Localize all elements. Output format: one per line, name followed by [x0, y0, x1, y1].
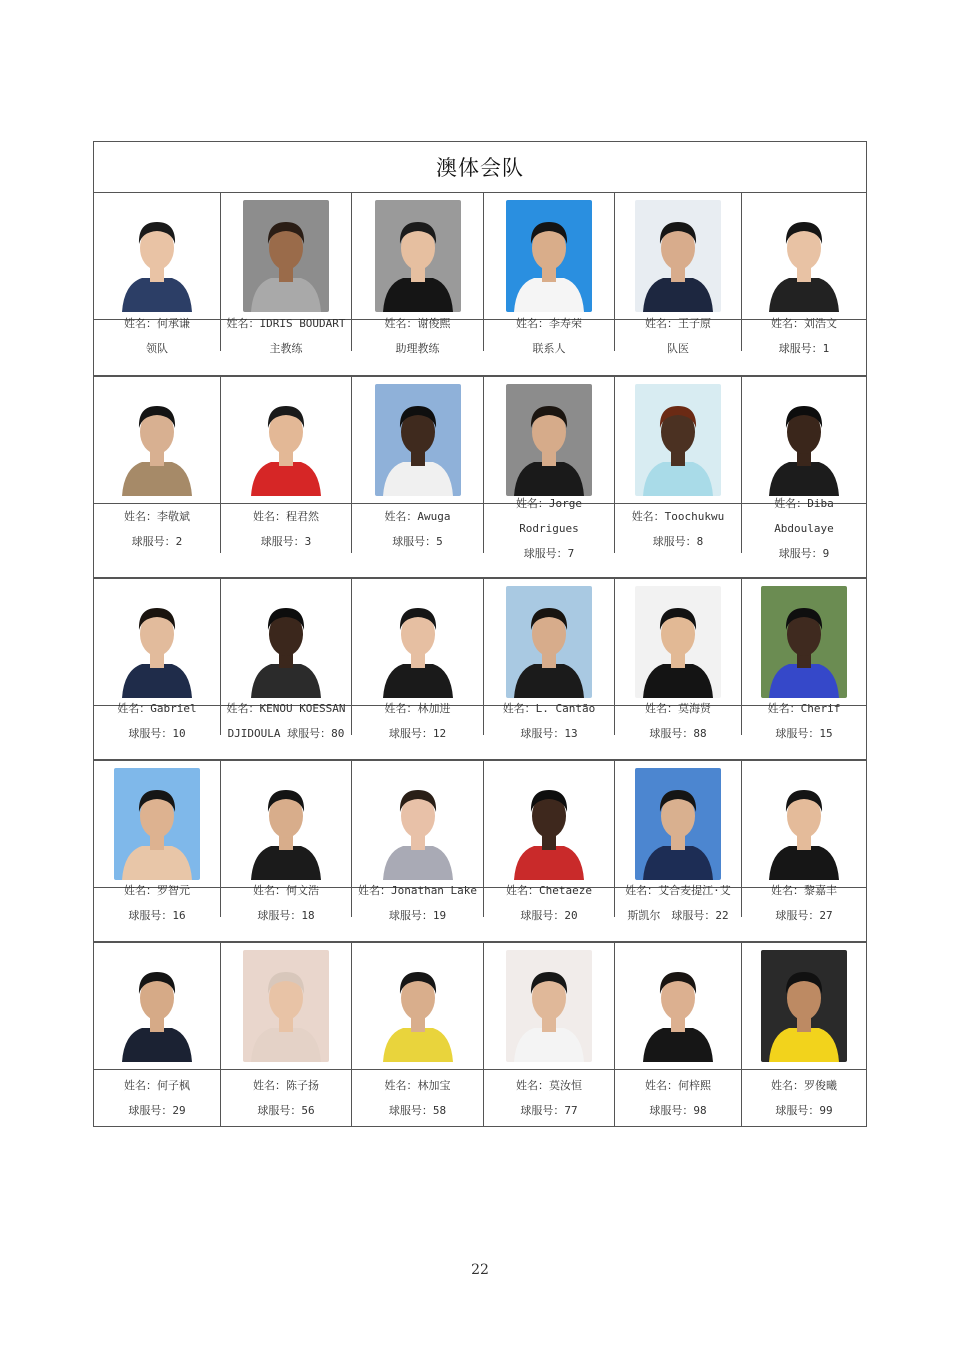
photo-cell	[221, 377, 352, 503]
member-photo	[761, 384, 847, 496]
member-photo	[375, 384, 461, 496]
member-name: 姓名：林加宝	[384, 1079, 451, 1092]
photo-cell	[221, 761, 352, 887]
info-row	[94, 701, 866, 740]
portrait-icon	[761, 950, 847, 1062]
member-info	[484, 883, 615, 922]
member-photo	[761, 950, 847, 1062]
roster-block	[94, 377, 866, 579]
member-photo	[506, 200, 592, 312]
member-detail: 球服号：8	[652, 534, 704, 548]
member-info	[742, 701, 866, 740]
member-info	[615, 701, 742, 740]
roster-block	[94, 943, 866, 1126]
member-detail: 联系人	[532, 341, 566, 355]
member-name: 姓名：Jorge	[515, 497, 583, 510]
member-name: 姓名：王子原	[645, 316, 711, 330]
portrait-icon	[761, 200, 847, 312]
member-info	[94, 316, 221, 355]
member-photo	[506, 384, 592, 496]
member-photo	[243, 950, 329, 1062]
member-detail: 球服号：18	[257, 908, 315, 922]
member-name: 姓名：何梓熙	[645, 1079, 711, 1092]
photo-cell	[742, 193, 866, 319]
member-detail: 球服号：27	[775, 908, 833, 922]
member-info	[742, 497, 866, 560]
member-photo	[114, 586, 200, 698]
member-detail: 球服号：20	[520, 908, 578, 922]
member-photo	[243, 200, 329, 312]
member-info	[94, 1070, 221, 1126]
photo-cell	[742, 579, 866, 705]
member-detail: 球服号：58	[388, 1104, 447, 1117]
member-photo	[761, 586, 847, 698]
member-detail: DJIDOULA 球服号：80	[227, 726, 345, 740]
member-name: 姓名：陈子扬	[253, 1079, 319, 1092]
member-info	[352, 504, 484, 553]
member-detail: 球服号：56	[257, 1104, 315, 1117]
member-detail: 球服号：77	[520, 1104, 578, 1117]
portrait-icon	[635, 950, 721, 1062]
member-detail: Abdoulaye	[774, 522, 834, 535]
photo-cell	[484, 761, 615, 887]
member-detail: 球服号：88	[649, 726, 707, 740]
member-name: 姓名：艾合麦提江·艾	[625, 883, 731, 897]
member-info	[615, 504, 742, 553]
member-detail: 球服号：19	[388, 908, 447, 922]
member-name: 姓名：Diba	[774, 497, 834, 510]
member-name: 姓名：黎嘉丰	[771, 883, 837, 897]
member-photo	[114, 768, 200, 880]
photo-row	[94, 579, 866, 706]
photo-cell	[221, 579, 352, 705]
member-photo	[635, 384, 721, 496]
photo-cell	[615, 377, 742, 503]
member-detail: 队医	[667, 341, 689, 355]
info-row	[94, 883, 866, 922]
photo-cell	[484, 193, 615, 319]
member-name: 姓名：李敬斌	[124, 509, 190, 523]
member-photo	[375, 950, 461, 1062]
member-info	[94, 701, 221, 740]
member-detail: Rodrigues	[519, 522, 579, 535]
member-detail: 领队	[146, 341, 168, 355]
member-detail: 球服号：5	[392, 534, 443, 548]
member-name: 姓名：罗俊曦	[771, 1079, 837, 1092]
portrait-icon	[114, 768, 200, 880]
member-photo	[761, 200, 847, 312]
photo-cell	[615, 943, 742, 1069]
photo-cell	[94, 377, 221, 503]
member-info	[94, 883, 221, 922]
roster-block	[94, 193, 866, 377]
portrait-icon	[635, 200, 721, 312]
member-name: 姓名：何承谦	[124, 316, 190, 330]
member-photo	[761, 768, 847, 880]
member-name: 姓名：莫海贤	[645, 701, 711, 715]
photo-row	[94, 377, 866, 504]
member-photo	[375, 586, 461, 698]
member-name: 姓名：罗智元	[124, 883, 190, 897]
info-row	[94, 497, 866, 560]
member-info	[742, 316, 866, 355]
photo-row	[94, 943, 866, 1070]
member-detail: 球服号：1	[778, 341, 830, 355]
portrait-icon	[375, 586, 461, 698]
member-detail: 球服号：9	[778, 547, 830, 560]
photo-cell	[484, 579, 615, 705]
member-name: 姓名：Awuga	[384, 509, 451, 523]
photo-cell	[352, 761, 484, 887]
member-name: 姓名：李寿荣	[516, 316, 582, 330]
member-name: 姓名：刘浩文	[771, 316, 837, 330]
member-detail: 球服号：12	[388, 726, 447, 740]
photo-cell	[94, 761, 221, 887]
portrait-icon	[506, 586, 592, 698]
member-detail: 球服号：29	[128, 1104, 186, 1117]
roster-table	[93, 141, 867, 1127]
portrait-icon	[761, 384, 847, 496]
member-name: 姓名：Jonathan Lake	[357, 883, 478, 897]
photo-cell	[352, 193, 484, 319]
photo-row	[94, 761, 866, 888]
member-photo	[243, 586, 329, 698]
member-name: 姓名：何文浩	[253, 883, 319, 897]
portrait-icon	[114, 384, 200, 496]
photo-cell	[221, 193, 352, 319]
portrait-icon	[506, 200, 592, 312]
member-info	[221, 883, 352, 922]
member-detail: 球服号：98	[649, 1104, 707, 1117]
member-photo	[506, 950, 592, 1062]
member-info	[221, 701, 352, 740]
photo-cell	[484, 943, 615, 1069]
portrait-icon	[243, 200, 329, 312]
roster-block	[94, 579, 866, 761]
row-spacer	[94, 735, 866, 760]
portrait-icon	[506, 950, 592, 1062]
portrait-icon	[375, 768, 461, 880]
portrait-icon	[375, 200, 461, 312]
roster-block	[94, 761, 866, 943]
member-detail: 球服号：2	[131, 534, 183, 548]
member-detail: 球服号：15	[775, 726, 833, 740]
member-info	[615, 883, 742, 922]
portrait-icon	[635, 384, 721, 496]
member-photo	[114, 384, 200, 496]
photo-cell	[352, 943, 484, 1069]
member-detail: 球服号：3	[260, 534, 312, 548]
member-detail: 球服号：99	[775, 1104, 833, 1117]
photo-cell	[352, 579, 484, 705]
member-info	[484, 701, 615, 740]
member-info	[615, 1070, 742, 1126]
photo-cell	[742, 943, 866, 1069]
member-name: 姓名：IDRIS BOUDART	[226, 316, 346, 330]
member-detail: 助理教练	[395, 341, 440, 355]
member-photo	[506, 586, 592, 698]
member-photo	[243, 384, 329, 496]
portrait-icon	[243, 950, 329, 1062]
member-name: 姓名：莫汝恒	[516, 1079, 582, 1092]
photo-cell	[352, 377, 484, 503]
photo-row	[94, 193, 866, 320]
member-photo	[635, 950, 721, 1062]
member-photo	[635, 768, 721, 880]
member-info	[221, 316, 352, 355]
member-info	[484, 316, 615, 355]
member-info	[484, 497, 615, 560]
portrait-icon	[114, 586, 200, 698]
info-row	[94, 316, 866, 355]
member-photo	[243, 768, 329, 880]
photo-cell	[742, 377, 866, 503]
portrait-icon	[243, 384, 329, 496]
member-info	[742, 1070, 866, 1126]
page-number: 22	[471, 1262, 489, 1278]
photo-cell	[221, 943, 352, 1069]
member-photo	[635, 586, 721, 698]
photo-cell	[615, 193, 742, 319]
member-info	[221, 1070, 352, 1126]
row-spacer	[94, 351, 866, 376]
portrait-icon	[635, 586, 721, 698]
member-name: 姓名：何子枫	[124, 1079, 190, 1092]
member-name: 姓名：谢俊熙	[384, 316, 451, 330]
roster-rows	[94, 193, 866, 1126]
member-name: 姓名：林加进	[384, 701, 451, 715]
member-photo	[375, 200, 461, 312]
portrait-icon	[506, 768, 592, 880]
member-photo	[375, 768, 461, 880]
member-info	[94, 504, 221, 553]
portrait-icon	[243, 586, 329, 698]
photo-cell	[615, 579, 742, 705]
row-spacer	[94, 917, 866, 942]
member-info	[221, 504, 352, 553]
member-name: 姓名：Toochukwu	[631, 509, 725, 523]
portrait-icon	[114, 950, 200, 1062]
member-info	[352, 701, 484, 740]
member-name: 姓名：程君然	[253, 509, 319, 523]
member-name: 姓名：Gabriel	[117, 701, 197, 715]
member-info	[484, 1070, 615, 1126]
photo-cell	[94, 193, 221, 319]
portrait-icon	[114, 200, 200, 312]
member-detail: 球服号：7	[523, 547, 575, 560]
member-name: 姓名：Cherif	[767, 701, 841, 715]
member-photo	[114, 200, 200, 312]
portrait-icon	[243, 768, 329, 880]
portrait-icon	[761, 586, 847, 698]
member-detail: 主教练	[269, 341, 303, 355]
member-info	[352, 883, 484, 922]
member-detail: 斯凯尔 球服号：22	[627, 908, 729, 922]
photo-cell	[742, 761, 866, 887]
member-name: 姓名：Chetaeze	[506, 883, 592, 897]
member-detail: 球服号：13	[520, 726, 578, 740]
member-photo	[506, 768, 592, 880]
photo-cell	[484, 377, 615, 503]
member-info	[615, 316, 742, 355]
member-name: 姓名：L. Cantão	[502, 701, 596, 715]
info-row	[94, 1070, 866, 1126]
photo-cell	[615, 761, 742, 887]
portrait-icon	[375, 384, 461, 496]
member-info	[352, 1070, 484, 1126]
row-spacer	[94, 553, 866, 578]
portrait-icon	[375, 950, 461, 1062]
portrait-icon	[506, 384, 592, 496]
member-info	[352, 316, 484, 355]
member-detail: 球服号：16	[128, 908, 186, 922]
portrait-icon	[635, 768, 721, 880]
member-info	[742, 883, 866, 922]
portrait-icon	[761, 768, 847, 880]
member-photo	[635, 200, 721, 312]
member-photo	[114, 950, 200, 1062]
member-name: 姓名：KENOU KOESSAN	[226, 701, 346, 715]
photo-cell	[94, 943, 221, 1069]
member-detail: 球服号：10	[128, 726, 186, 740]
team-title: 澳体会队	[94, 142, 866, 193]
photo-cell	[94, 579, 221, 705]
